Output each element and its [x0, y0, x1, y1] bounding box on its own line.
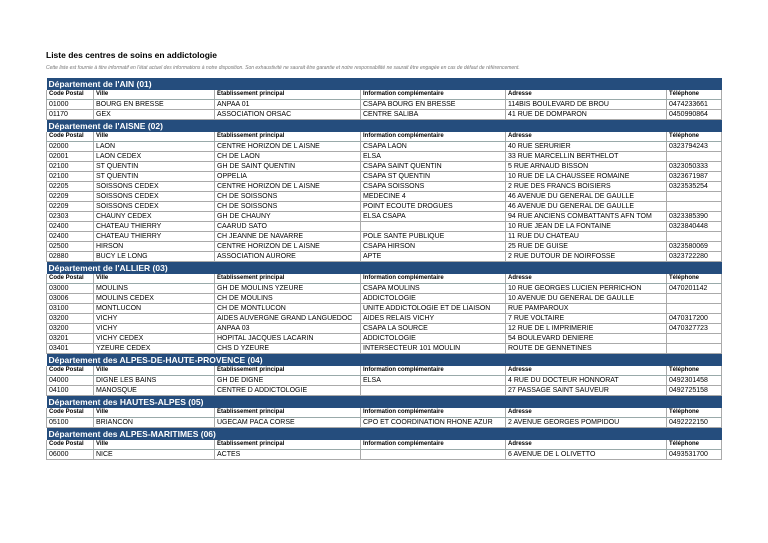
- table-row: [47, 418, 722, 428]
- column-header: Information complémentaire: [361, 440, 506, 450]
- table-cell: 114BIS BOULEVARD DE BROU: [506, 100, 667, 110]
- table-row: [47, 142, 722, 152]
- table-cell: POLE SANTE PUBLIQUE: [361, 232, 506, 242]
- table-cell: CSAPA SOISSONS: [361, 182, 506, 192]
- table-cell: CHAUNY CEDEX: [94, 212, 215, 222]
- table-cell: 94 RUE ANCIENS COMBATTANTS AFN TOM: [506, 212, 667, 222]
- table-cell: 01000: [47, 100, 94, 110]
- table-cell: 02209: [47, 202, 94, 212]
- centers-table: [46, 78, 722, 460]
- column-header: Établissement principal: [215, 132, 361, 142]
- table-cell: [667, 344, 722, 354]
- table-row: [47, 334, 722, 344]
- table-cell: VICHY CEDEX: [94, 334, 215, 344]
- table-cell: 0470327723: [667, 324, 722, 334]
- column-header: Téléphone: [667, 440, 722, 450]
- table-cell: [667, 202, 722, 212]
- column-header: Téléphone: [667, 132, 722, 142]
- table-cell: ELSA: [361, 152, 506, 162]
- column-header-row: [47, 90, 722, 100]
- department-title: Département de l'AIN (01): [47, 78, 722, 90]
- table-cell: MEDECINE 4: [361, 192, 506, 202]
- table-cell: 02880: [47, 252, 94, 262]
- table-row: [47, 304, 722, 314]
- table-cell: [361, 386, 506, 396]
- column-header: Téléphone: [667, 90, 722, 100]
- table-row: [47, 212, 722, 222]
- table-row: [47, 242, 722, 252]
- table-row: [47, 100, 722, 110]
- table-row: [47, 284, 722, 294]
- table-cell: CENTRE SALIBA: [361, 110, 506, 120]
- page-title: Liste des centres de soins en addictologie: [46, 50, 217, 60]
- table-cell: [361, 222, 506, 232]
- table-cell: 02000: [47, 142, 94, 152]
- table-cell: 5 RUE ARNAUD BISSON: [506, 162, 667, 172]
- table-row: [47, 294, 722, 304]
- column-header: Code Postal: [47, 408, 94, 418]
- table-cell: VICHY: [94, 324, 215, 334]
- table-cell: CH DE SOISSONS: [215, 192, 361, 202]
- column-header: Code Postal: [47, 440, 94, 450]
- department-header: [47, 262, 722, 275]
- table-cell: 54 BOULEVARD DENIERE: [506, 334, 667, 344]
- table-cell: 10 RUE DE LA CHAUSSEE ROMAINE: [506, 172, 667, 182]
- column-header: Code Postal: [47, 90, 94, 100]
- table-cell: 0323050333: [667, 162, 722, 172]
- table-cell: ST QUENTIN: [94, 162, 215, 172]
- column-header-row: [47, 408, 722, 418]
- table-cell: ELSA: [361, 376, 506, 386]
- table-row: [47, 344, 722, 354]
- column-header: Adresse: [506, 440, 667, 450]
- table-cell: ELSA CSAPA: [361, 212, 506, 222]
- department-header: [47, 396, 722, 409]
- column-header: Code Postal: [47, 274, 94, 284]
- table-cell: 01170: [47, 110, 94, 120]
- column-header: Téléphone: [667, 274, 722, 284]
- table-cell: 2 RUE DUTOUR DE NOIRFOSSE: [506, 252, 667, 262]
- department-title: Département des ALPES-DE-HAUTE-PROVENCE (04): [47, 354, 722, 367]
- column-header-row: [47, 440, 722, 450]
- table-cell: ST QUENTIN: [94, 172, 215, 182]
- table-cell: MONTLUCON: [94, 304, 215, 314]
- table-cell: 41 RUE DE DOMPARON: [506, 110, 667, 120]
- table-cell: BRIANCON: [94, 418, 215, 428]
- table-cell: 7 RUE VOLTAIRE: [506, 314, 667, 324]
- column-header: Ville: [94, 366, 215, 376]
- table-cell: MANOSQUE: [94, 386, 215, 396]
- table-cell: 0323671987: [667, 172, 722, 182]
- table-row: [47, 182, 722, 192]
- table-cell: [667, 152, 722, 162]
- table-cell: UNITE ADDICTOLOGIE ET DE LIAISON: [361, 304, 506, 314]
- table-cell: 46 AVENUE DU GENERAL DE GAULLE: [506, 202, 667, 212]
- table-cell: INTERSECTEUR 101 MOULIN: [361, 344, 506, 354]
- column-header: Ville: [94, 408, 215, 418]
- table-cell: CENTRE HORIZON DE L AISNE: [215, 242, 361, 252]
- disclaimer-text: Cette liste est fournie à titre informatif en l'état actuel des informations à notre disposition. Son exhaustivité ne saurait être garantie et notre responsabilité ne saurait être engagée en cas de défaut de référencement.: [46, 65, 520, 71]
- column-header: Ville: [94, 274, 215, 284]
- table-cell: SOISSONS CEDEX: [94, 202, 215, 212]
- table-cell: UGECAM PACA CORSE: [215, 418, 361, 428]
- table-cell: LAON: [94, 142, 215, 152]
- department-title: Département des ALPES-MARITIMES (06): [47, 428, 722, 441]
- column-header: Adresse: [506, 408, 667, 418]
- table-row: [47, 232, 722, 242]
- table-row: [47, 202, 722, 212]
- table-row: [47, 192, 722, 202]
- table-cell: 02001: [47, 152, 94, 162]
- table-cell: DIGNE LES BAINS: [94, 376, 215, 386]
- table-row: [47, 252, 722, 262]
- column-header-row: [47, 366, 722, 376]
- department-header: [47, 428, 722, 441]
- table-cell: ADDICTOLOGIE: [361, 334, 506, 344]
- table-cell: 0323794243: [667, 142, 722, 152]
- table-cell: ACTES: [215, 450, 361, 460]
- column-header: Adresse: [506, 366, 667, 376]
- table-cell: 27 PASSAGE SAINT SAUVEUR: [506, 386, 667, 396]
- table-cell: 11 RUE DU CHATEAU: [506, 232, 667, 242]
- table-row: [47, 222, 722, 232]
- table-cell: 05100: [47, 418, 94, 428]
- column-header: Téléphone: [667, 366, 722, 376]
- column-header: Établissement principal: [215, 90, 361, 100]
- column-header: Code Postal: [47, 132, 94, 142]
- table-cell: 02500: [47, 242, 94, 252]
- table-cell: CENTRE HORIZON DE L AISNE: [215, 182, 361, 192]
- table-cell: GH DE DIGNE: [215, 376, 361, 386]
- table-cell: CSAPA LA SOURCE: [361, 324, 506, 334]
- column-header-row: [47, 274, 722, 284]
- department-header: [47, 78, 722, 90]
- column-header-row: [47, 132, 722, 142]
- table-cell: 03200: [47, 324, 94, 334]
- table-cell: CHS D YZEURE: [215, 344, 361, 354]
- table-cell: AIDES RELAIS VICHY: [361, 314, 506, 324]
- table-cell: CSAPA HIRSON: [361, 242, 506, 252]
- table-cell: GH DE CHAUNY: [215, 212, 361, 222]
- column-header: Établissement principal: [215, 440, 361, 450]
- column-header: Code Postal: [47, 366, 94, 376]
- table-cell: CSAPA ST QUENTIN: [361, 172, 506, 182]
- table-cell: 0450990864: [667, 110, 722, 120]
- department-title: Département de l'ALLIER (03): [47, 262, 722, 275]
- table-cell: LAON CEDEX: [94, 152, 215, 162]
- table-cell: ROUTE DE GENNETINES: [506, 344, 667, 354]
- table-row: [47, 162, 722, 172]
- table-cell: 02400: [47, 222, 94, 232]
- table-cell: POINT ECOUTE DROGUES: [361, 202, 506, 212]
- table-cell: ANPAA 03: [215, 324, 361, 334]
- table-cell: 02209: [47, 192, 94, 202]
- table-cell: CH DE MONTLUCON: [215, 304, 361, 314]
- table-cell: OPPELIA: [215, 172, 361, 182]
- column-header: Adresse: [506, 132, 667, 142]
- column-header: Information complémentaire: [361, 408, 506, 418]
- table-cell: [361, 450, 506, 460]
- table-cell: 33 RUE MARCELLIN BERTHELOT: [506, 152, 667, 162]
- table-row: [47, 172, 722, 182]
- department-title: Département de l'AISNE (02): [47, 120, 722, 133]
- table-row: [47, 324, 722, 334]
- table-cell: 0492301458: [667, 376, 722, 386]
- table-cell: AIDES AUVERGNE GRAND LANGUEDOC: [215, 314, 361, 324]
- table-cell: CHATEAU THIERRY: [94, 232, 215, 242]
- table-cell: 0492222150: [667, 418, 722, 428]
- column-header: Information complémentaire: [361, 274, 506, 284]
- column-header: Téléphone: [667, 408, 722, 418]
- table-cell: [667, 232, 722, 242]
- column-header: Information complémentaire: [361, 366, 506, 376]
- document-page: [46, 50, 721, 460]
- table-cell: ADDICTOLOGIE: [361, 294, 506, 304]
- table-cell: CSAPA LAON: [361, 142, 506, 152]
- table-cell: CENTRE D ADDICTOLOGIE: [215, 386, 361, 396]
- centers-table-body: [47, 78, 722, 460]
- table-cell: CHATEAU THIERRY: [94, 222, 215, 232]
- table-cell: ANPAA 01: [215, 100, 361, 110]
- table-cell: 03200: [47, 314, 94, 324]
- table-cell: 03100: [47, 304, 94, 314]
- table-cell: 0323722280: [667, 252, 722, 262]
- table-cell: 10 RUE GEORGES LUCIEN PERRICHON: [506, 284, 667, 294]
- table-row: [47, 152, 722, 162]
- table-cell: MOULINS: [94, 284, 215, 294]
- column-header: Établissement principal: [215, 366, 361, 376]
- table-cell: CSAPA MOULINS: [361, 284, 506, 294]
- column-header: Ville: [94, 132, 215, 142]
- table-cell: GEX: [94, 110, 215, 120]
- table-cell: 04100: [47, 386, 94, 396]
- table-cell: 2 RUE DES FRANCS BOISIERS: [506, 182, 667, 192]
- table-cell: CAARUD SATO: [215, 222, 361, 232]
- table-cell: 0470317200: [667, 314, 722, 324]
- table-cell: [667, 304, 722, 314]
- table-cell: 03401: [47, 344, 94, 354]
- table-cell: MOULINS CEDEX: [94, 294, 215, 304]
- table-cell: GH DE MOULINS YZEURE: [215, 284, 361, 294]
- table-cell: SOISSONS CEDEX: [94, 182, 215, 192]
- column-header: Information complémentaire: [361, 132, 506, 142]
- table-cell: 0470201142: [667, 284, 722, 294]
- table-cell: [667, 334, 722, 344]
- table-cell: 10 RUE JEAN DE LA FONTAINE: [506, 222, 667, 232]
- table-cell: 40 RUE SERURIER: [506, 142, 667, 152]
- department-header: [47, 354, 722, 367]
- department-title: Département des HAUTES-ALPES (05): [47, 396, 722, 409]
- table-cell: CH DE MOULINS: [215, 294, 361, 304]
- table-cell: BOURG EN BRESSE: [94, 100, 215, 110]
- table-cell: ASSOCIATION AURORE: [215, 252, 361, 262]
- table-cell: 03201: [47, 334, 94, 344]
- table-cell: 0323385390: [667, 212, 722, 222]
- column-header: Adresse: [506, 274, 667, 284]
- table-row: [47, 314, 722, 324]
- table-cell: BUCY LE LONG: [94, 252, 215, 262]
- table-cell: SOISSONS CEDEX: [94, 192, 215, 202]
- column-header: Établissement principal: [215, 274, 361, 284]
- table-cell: 04000: [47, 376, 94, 386]
- table-row: [47, 386, 722, 396]
- column-header: Ville: [94, 90, 215, 100]
- table-row: [47, 450, 722, 460]
- table-cell: 02205: [47, 182, 94, 192]
- table-cell: 03000: [47, 284, 94, 294]
- table-cell: 10 AVENUE DU GENERAL DE GAULLE: [506, 294, 667, 304]
- table-cell: CENTRE HORIZON DE L AISNE: [215, 142, 361, 152]
- table-cell: 25 RUE DE GUISE: [506, 242, 667, 252]
- table-cell: 0474233661: [667, 100, 722, 110]
- column-header: Établissement principal: [215, 408, 361, 418]
- department-header: [47, 120, 722, 133]
- table-cell: 46 AVENUE DU GENERAL DE GAULLE: [506, 192, 667, 202]
- table-cell: [667, 294, 722, 304]
- table-cell: CH DE LAON: [215, 152, 361, 162]
- table-cell: NICE: [94, 450, 215, 460]
- table-cell: CSAPA BOURG EN BRESSE: [361, 100, 506, 110]
- table-cell: 03006: [47, 294, 94, 304]
- table-cell: 0492725158: [667, 386, 722, 396]
- table-cell: RUE PAMPAROUX: [506, 304, 667, 314]
- table-cell: 0323580069: [667, 242, 722, 252]
- table-cell: VICHY: [94, 314, 215, 324]
- table-cell: 02303: [47, 212, 94, 222]
- column-header: Ville: [94, 440, 215, 450]
- table-row: [47, 376, 722, 386]
- table-cell: CH JEANNE DE NAVARRE: [215, 232, 361, 242]
- table-cell: ASSOCIATION ORSAC: [215, 110, 361, 120]
- table-cell: CPO ET COORDINATION RHONE AZUR: [361, 418, 506, 428]
- table-cell: CH DE SOISSONS: [215, 202, 361, 212]
- table-cell: GH DE SAINT QUENTIN: [215, 162, 361, 172]
- table-cell: 0493531700: [667, 450, 722, 460]
- table-cell: 02400: [47, 232, 94, 242]
- table-cell: 0323840448: [667, 222, 722, 232]
- column-header: Information complémentaire: [361, 90, 506, 100]
- table-cell: 12 RUE DE L IMPRIMERIE: [506, 324, 667, 334]
- table-cell: 6 AVENUE DE L OLIVETTO: [506, 450, 667, 460]
- table-cell: 2 AVENUE GEORGES POMPIDOU: [506, 418, 667, 428]
- table-cell: HIRSON: [94, 242, 215, 252]
- table-cell: YZEURE CEDEX: [94, 344, 215, 354]
- table-row: [47, 110, 722, 120]
- table-cell: CSAPA SAINT QUENTIN: [361, 162, 506, 172]
- table-cell: HOPITAL JACQUES LACARIN: [215, 334, 361, 344]
- table-cell: APTE: [361, 252, 506, 262]
- table-cell: 06000: [47, 450, 94, 460]
- table-cell: [667, 192, 722, 202]
- table-cell: 02100: [47, 172, 94, 182]
- table-cell: 0323535254: [667, 182, 722, 192]
- column-header: Adresse: [506, 90, 667, 100]
- table-cell: 02100: [47, 162, 94, 172]
- table-cell: 4 RUE DU DOCTEUR HONNORAT: [506, 376, 667, 386]
